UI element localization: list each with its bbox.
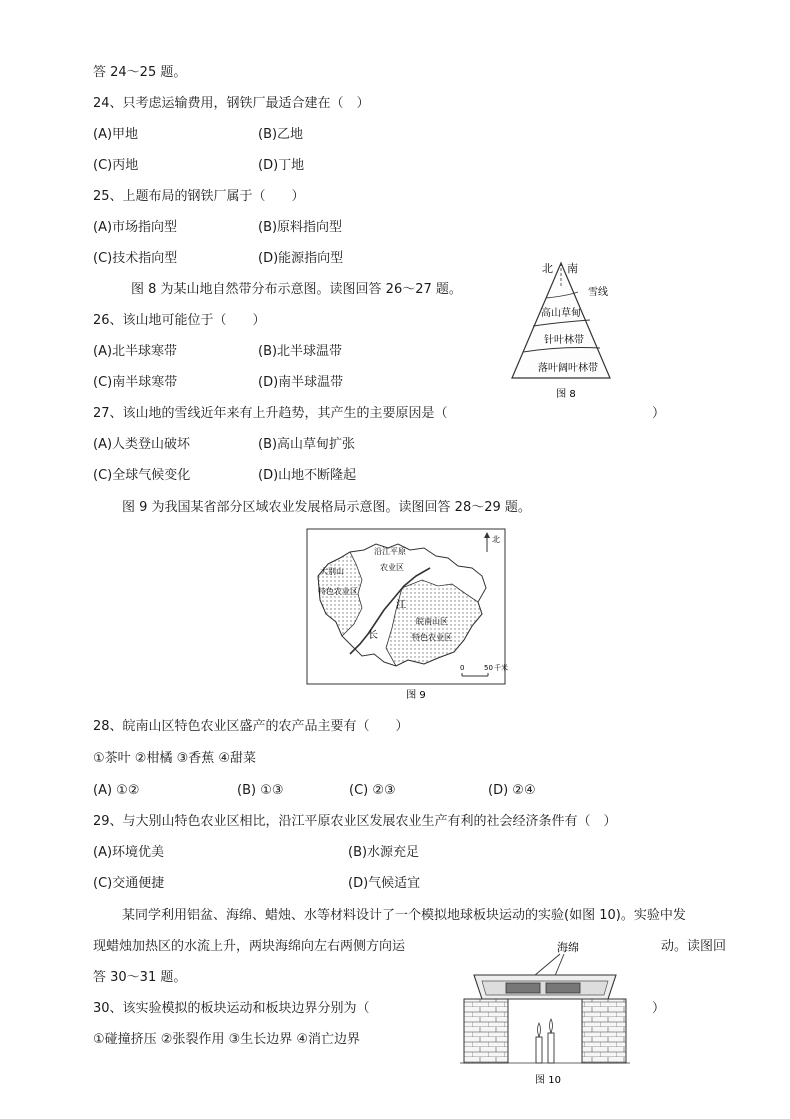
question-30-items: ①碰撞挤压 ②张裂作用 ③生长边界 ④消亡边界 [93,1032,361,1047]
option-29d: (D)气候适宜 [348,876,421,891]
option-28b: (B) ①③ [237,783,284,798]
option-27d: (D)山地不断隆起 [258,468,357,483]
text-line: 答 24～25 题。 [93,65,187,80]
option-24c: (C)丙地 [93,158,139,173]
figure-10 [456,937,634,1089]
option-27a: (A)人类登山破坏 [93,437,191,452]
scale-zero: 0 [460,664,465,672]
question-28-items: ①茶叶 ②柑橘 ③香蕉 ④甜菜 [93,751,257,766]
scale-unit: 千米 [494,664,508,672]
question-24: 24、只考虑运输费用，钢铁厂最适合建在（ ） [93,96,370,111]
label-sponge: 海绵 [557,941,579,954]
question-27: 27、该山地的雪线近年来有上升趋势，其产生的主要原因是（ [93,406,448,421]
label-dabie-zone: 特色农业区 [318,587,358,596]
option-25a: (A)市场指向型 [93,220,178,235]
option-29a: (A)环境优美 [93,845,165,860]
option-24b: (B)乙地 [258,127,304,142]
label-south: 南 [567,262,578,275]
north-label: 北 [492,535,500,544]
intro-figure-9: 图 9 为我国某省部分区域农业发展格局示意图。读图回答 28～29 题。 [122,500,531,515]
option-29c: (C)交通便捷 [93,876,165,891]
option-25b: (B)原料指向型 [258,220,343,235]
question-27-close: ） [652,406,666,421]
label-snowline: 雪线 [588,287,608,298]
option-27b: (B)高山草甸扩张 [258,437,356,452]
label-plain-zone: 农业区 [380,563,404,572]
figure-8 [506,258,616,404]
label-wannan-zone: 特色农业区 [412,633,452,642]
question-30-close: ） [652,1001,666,1016]
option-26a: (A)北半球寒带 [93,344,178,359]
label-north: 北 [542,262,553,275]
option-26c: (C)南半球寒带 [93,375,178,390]
label-mixed-forest: 落叶阔叶林带 [538,363,598,374]
label-meadow: 高山草甸 [541,308,581,319]
option-24a: (A)甲地 [93,127,139,142]
figure-10-caption: 图 10 [535,1075,561,1086]
paragraph-figure-10-end: 答 30～31 题。 [93,970,187,985]
option-28a: (A) ①② [93,783,140,798]
option-26d: (D)南半球温带 [258,375,344,390]
paragraph-figure-10: 某同学利用铝盆、海绵、蜡烛、水等材料设计了一个模拟地球板块运动的实验(如图 10)。实验中发 [122,908,686,923]
option-28c: (C) ②③ [349,783,396,798]
question-30: 30、该实验模拟的板块运动和板块边界分别为（ [93,1001,370,1016]
paragraph-figure-10-part: 动。读图回 [661,939,727,954]
figure-9 [306,528,506,706]
label-wannan: 皖南山区 [416,617,448,626]
option-29b: (B)水源充足 [348,845,420,860]
label-conifer: 针叶林带 [544,335,584,346]
paragraph-figure-10-part: 现蜡烛加热区的水流上升，两块海绵向左右两侧方向运 [93,939,406,954]
option-28d: (D) ②④ [488,783,536,798]
option-26b: (B)北半球温带 [258,344,343,359]
figure-9-caption: 图 9 [406,690,426,701]
intro-figure-8: 图 8 为某山地自然带分布示意图。读图回答 26～27 题。 [131,282,462,297]
option-24d: (D)丁地 [258,158,305,173]
option-25c: (C)技术指向型 [93,251,178,266]
label-river-chang: 长 [368,630,378,641]
question-29: 29、与大别山特色农业区相比，沿江平原农业区发展农业生产有利的社会经济条件有（ ） [93,814,617,829]
label-river-jiang: 江 [396,600,406,611]
option-27c: (C)全球气候变化 [93,468,191,483]
option-25d: (D)能源指向型 [258,251,344,266]
label-plain: 沿江平原 [374,547,406,556]
figure-8-caption: 图 8 [556,389,576,400]
question-25: 25、上题布局的钢铁厂属于（ ） [93,189,305,204]
scale-fifty: 50 [484,664,493,672]
question-26: 26、该山地可能位于（ ） [93,313,266,328]
label-dabie: 大别山 [320,567,344,576]
question-28: 28、皖南山区特色农业区盛产的农产品主要有（ ） [93,719,409,734]
